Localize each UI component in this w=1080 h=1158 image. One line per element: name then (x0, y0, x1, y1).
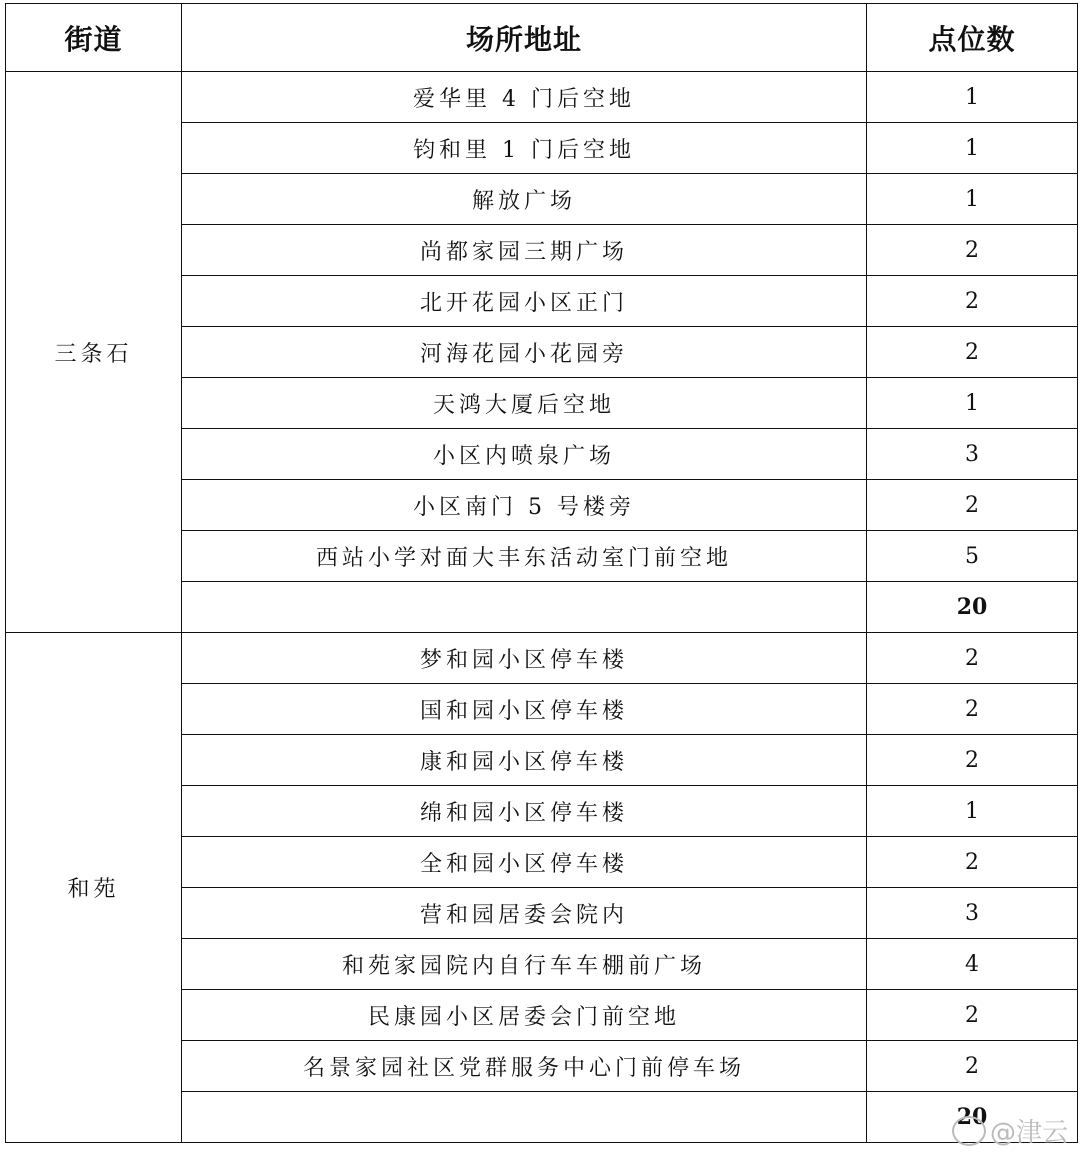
table-row (6, 633, 1078, 684)
count-cell: 2 (867, 837, 1078, 888)
count-cell: 1 (867, 786, 1078, 837)
weibo-logo-icon (952, 1116, 986, 1146)
count-cell: 2 (867, 276, 1078, 327)
address-cell: 尚都家园三期广场 (182, 225, 867, 276)
count-cell: 2 (867, 684, 1078, 735)
address-cell: 民康园小区居委会门前空地 (182, 990, 867, 1041)
header-row (6, 4, 1078, 72)
address-cell: 小区内喷泉广场 (182, 429, 867, 480)
count-cell: 2 (867, 990, 1078, 1041)
count-cell: 5 (867, 531, 1078, 582)
count-cell: 1 (867, 174, 1078, 225)
address-cell: 国和园小区停车楼 (182, 684, 867, 735)
count-cell: 2 (867, 480, 1078, 531)
count-cell: 4 (867, 939, 1078, 990)
address-cell: 钧和里 1 门后空地 (182, 123, 867, 174)
header-street: 街道 (6, 4, 182, 72)
header-count: 点位数 (867, 4, 1078, 72)
watermark (952, 1112, 1068, 1149)
address-cell: 康和园小区停车楼 (182, 735, 867, 786)
count-cell: 2 (867, 1041, 1078, 1092)
address-cell: 解放广场 (182, 174, 867, 225)
address-cell: 全和园小区停车楼 (182, 837, 867, 888)
count-cell: 1 (867, 72, 1078, 123)
address-cell: 小区南门 5 号楼旁 (182, 480, 867, 531)
address-cell: 营和园居委会院内 (182, 888, 867, 939)
address-cell: 西站小学对面大丰东活动室门前空地 (182, 531, 867, 582)
street-cell: 和苑 (6, 633, 182, 1143)
count-cell: 2 (867, 225, 1078, 276)
count-cell: 2 (867, 735, 1078, 786)
watermark-text: @津云 (989, 1118, 1068, 1148)
address-cell: 天鸿大厦后空地 (182, 378, 867, 429)
total-count-cell: 20 (867, 1092, 1078, 1143)
count-cell: 3 (867, 888, 1078, 939)
address-cell: 河海花园小花园旁 (182, 327, 867, 378)
total-count-cell: 20 (867, 582, 1078, 633)
address-cell: 名景家园社区党群服务中心门前停车场 (182, 1041, 867, 1092)
count-cell: 3 (867, 429, 1078, 480)
address-cell: 梦和园小区停车楼 (182, 633, 867, 684)
address-cell: 爱华里 4 门后空地 (182, 72, 867, 123)
count-cell: 1 (867, 378, 1078, 429)
header-address: 场所地址 (182, 4, 867, 72)
street-cell: 三条石 (6, 72, 182, 633)
count-cell: 1 (867, 123, 1078, 174)
address-cell: 和苑家园院内自行车车棚前广场 (182, 939, 867, 990)
address-cell: 北开花园小区正门 (182, 276, 867, 327)
table-row (6, 72, 1078, 123)
total-blank-cell (182, 582, 867, 633)
total-blank-cell (182, 1092, 867, 1143)
address-cell: 绵和园小区停车楼 (182, 786, 867, 837)
count-cell: 2 (867, 327, 1078, 378)
locations-table (5, 3, 1078, 1143)
count-cell: 2 (867, 633, 1078, 684)
